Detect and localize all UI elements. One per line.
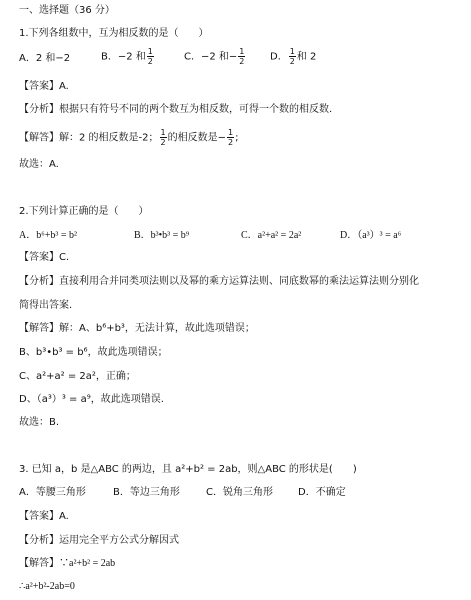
q1-analysis: 【分析】根据只有符号不同的两个数互为相反数，可得一个数的相反数.: [19, 104, 333, 115]
q1-stem: 1.下列各组数中，互为相反数的是（ ）: [19, 28, 209, 39]
q3-option-a: A．等腰三角形: [19, 487, 86, 498]
q1-solution-mid: 的相反数是−: [167, 132, 226, 144]
q2-solution-c: C、a²+a² = 2a²，正确；: [19, 371, 136, 382]
q1-solution-prefix: 【解答】解：2 的相反数是-2；: [19, 132, 159, 144]
q1-solution-numerator-2: 1: [228, 128, 234, 137]
q1-option-c-numerator: 1: [239, 47, 245, 56]
q1-option-b-fraction: [147, 47, 154, 66]
q3-option-c: C．锐角三角形: [206, 487, 273, 498]
q3-answer: 【答案】A.: [19, 511, 69, 522]
q1-solution: [19, 128, 238, 147]
q1-option-a: A．2 和−2: [19, 53, 71, 64]
q3-analysis: 【分析】运用完全平方公式分解因式: [19, 535, 179, 546]
q1-solution-fraction-2: [227, 128, 234, 147]
q2-conclusion: 故选：B.: [19, 417, 60, 428]
q2-stem: 2.下列计算正确的是（ ）: [19, 206, 149, 217]
q3-solution: 【解答】∵a²+b² = 2ab: [19, 558, 116, 569]
q3-step: ∴a²+b²-2ab=0: [19, 581, 75, 592]
q1-solution-denominator-1: 2: [160, 138, 166, 147]
q1-solution-denominator-2: 2: [228, 138, 234, 147]
q1-option-c-denominator: 2: [239, 57, 245, 66]
q1-option-b-numerator: 1: [147, 47, 153, 56]
q1-solution-fraction-1: [160, 128, 167, 147]
q1-conclusion: 故选：A.: [19, 159, 59, 170]
q2-option-c: C．a²+a² = 2a²: [241, 230, 302, 241]
q1-answer: 【答案】A.: [19, 81, 69, 92]
q1-option-c-fraction: [238, 47, 245, 66]
q1-option-b-denominator: 2: [147, 57, 153, 66]
section-title: 一、选择题（36 分）: [19, 5, 115, 16]
q2-answer: 【答案】C.: [19, 252, 70, 263]
q3-option-b: B．等边三角形: [113, 487, 180, 498]
q2-solution-d: D、（a³）³ = a⁹，故此选项错误.: [19, 394, 164, 405]
q3-option-d: D．不确定: [298, 487, 346, 498]
q1-option-c-text: C．−2 和−: [184, 51, 238, 63]
q3-stem: 3. 已知 a，b 是△ABC 的两边，且 a²+b² = 2ab，则△ABC 的形状是( ): [19, 464, 357, 475]
q1-option-d: [270, 47, 316, 66]
q2-option-b: B．b³•b³ = b⁹: [134, 230, 190, 241]
q1-solution-end: ;: [235, 132, 239, 144]
q1-solution-numerator-1: 1: [160, 128, 166, 137]
q2-solution-b: B、b³•b³ = b⁶，故此选项错误；: [19, 347, 168, 358]
q1-option-c: [184, 47, 246, 66]
q1-option-b: [101, 47, 155, 66]
q1-option-d-suffix: 和 2: [296, 51, 317, 63]
q2-option-a: A．b⁶+b³ = b²: [19, 230, 77, 241]
q2-analysis-line-1: 【分析】直接利用合并同类项法则以及幂的乘方运算法则、同底数幂的乘法运算法则分别化: [19, 276, 419, 287]
q2-solution: 【解答】解：A、b⁶+b³，无法计算，故此选项错误；: [19, 323, 255, 334]
q1-option-b-text: B．−2 和: [101, 51, 146, 63]
q1-option-d-fraction: [289, 47, 296, 66]
q1-option-d-numerator: 1: [289, 47, 295, 56]
q1-option-d-text: D．: [270, 51, 288, 63]
q1-option-d-denominator: 2: [289, 57, 295, 66]
q2-analysis-line-2: 简得出答案.: [19, 300, 73, 311]
q2-option-d: D．（a³）³ = a⁶: [340, 230, 402, 241]
